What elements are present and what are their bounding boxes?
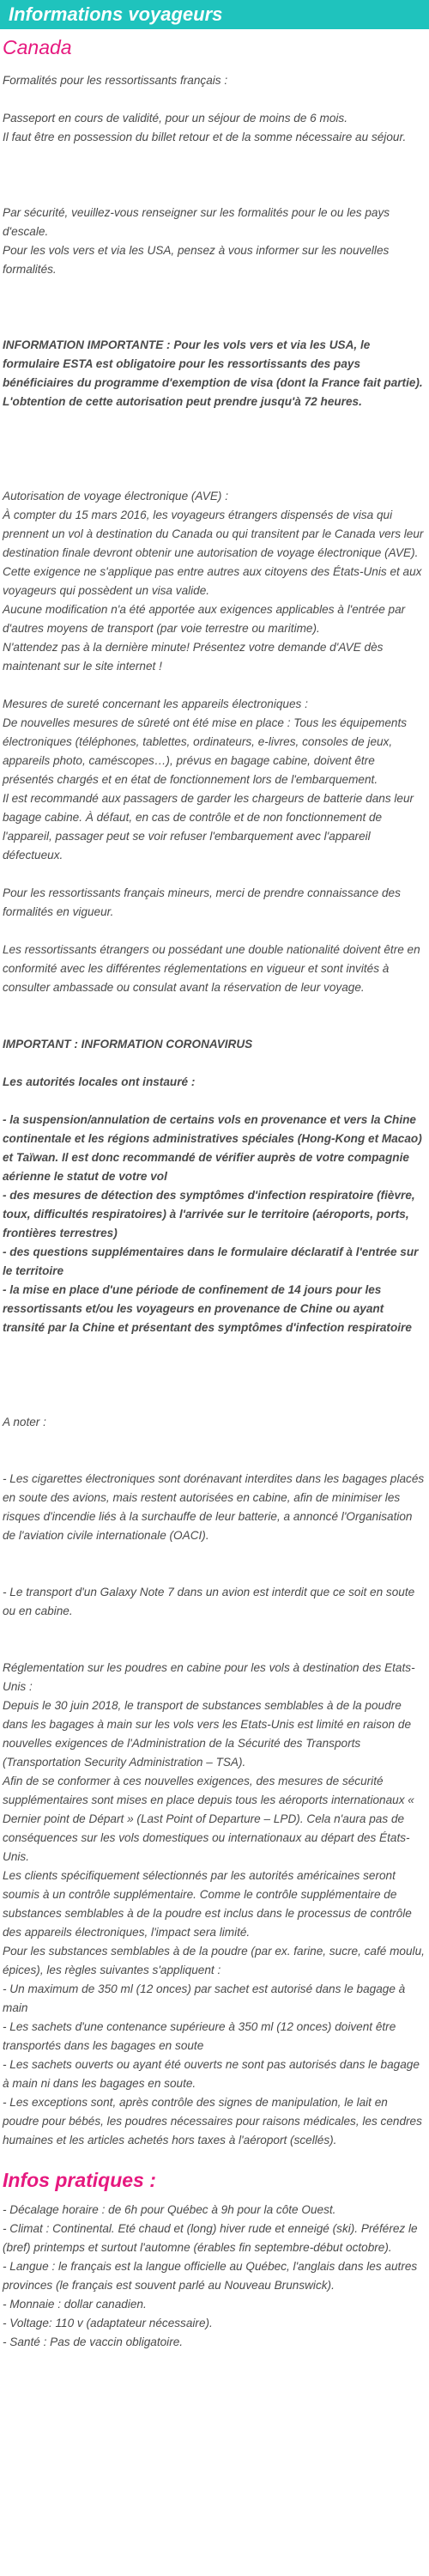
formalites-line: Il faut être en possession du billet retour et de la somme nécessaire au séjour. (3, 131, 407, 143)
poudres-paragraph: Depuis le 30 juin 2018, le transport de substances semblables à de la poudre dans les bagages à main sur les vols vers les Etats-Unis est limité en raison de nouvelles exigences de l'Administration de la Sécurité des Transports (Transportation Security Administration – TSA). (3, 1699, 412, 1769)
infos-item: - Monnaie : dollar canadien. (3, 2298, 147, 2311)
ave-paragraph: Cette exigence ne s'applique pas entre autres aux citoyens des États-Unis et aux voyageurs qui possèdent un visa valide. (3, 565, 422, 597)
infos-item: - Climat : Continental. Eté chaud et (long) hiver rude et enneigé (ski). Préférez le (bref) printemps et surtout l'automne (érables fin septembre-début octobre). (3, 2222, 418, 2254)
formalites-line: Passeport en cours de validité, pour un séjour de moins de 6 mois. (3, 112, 347, 125)
infos-item: - Langue : le français est la langue officielle au Québec, l'anglais dans les autres provinces (le français est souvent parlé au Nouveau Brunswick). (3, 2260, 418, 2292)
esta-important-notice: INFORMATION IMPORTANTE : Pour les vols vers et via les USA, le formulaire ESTA est obligatoire pour les ressortissants des pays bénéficiaires du programme d'exemption de visa (dont la France fait partie). L'obtention de cette autorisation peut prendre jusqu'à 72 heures. (3, 338, 423, 408)
ave-paragraph: N'attendez pas à la dernière minute! Présentez votre demande d'AVE dès maintenant sur le site internet ! (3, 641, 384, 673)
coronavirus-item: - la mise en place d'une période de confinement de 14 jours pour les ressortissants et/ou les voyageurs en provenance de Chine ou ayant transité par la Chine et présentant des symptômes d'infection respiratoire (3, 1283, 412, 1334)
securite-paragraph: Par sécurité, veuillez-vous renseigner sur les formalités pour le ou les pays d'escale. (3, 206, 390, 238)
poudres-rule: - Les exceptions sont, après contrôle des signes de manipulation, le lait en poudre pour bébés, les poudres nécessaires pour raisons médicales, les cendres humaines et les articles achetés hors taxes à l'aéroport (scellés). (3, 2096, 422, 2147)
coronavirus-title: IMPORTANT : INFORMATION CORONAVIRUS (3, 1038, 253, 1050)
poudres-rule: - Les sachets d'une contenance supérieure à 350 ml (12 onces) doivent être transportés dans les bagages en soute (3, 2020, 396, 2052)
ave-paragraph: Aucune modification n'a été apportée aux exigences applicables à l'entrée par d'autres moyens de transport (par voie terrestre ou maritime). (3, 603, 406, 635)
surete-paragraph: De nouvelles mesures de sûreté ont été mise en place : Tous les équipements électroniques (téléphones, tablettes, ordinateurs, e-livres, consoles de jeux, appareils photo, caméscopes…), prévus en bagage cabine, doivent être présentés chargés et en état de fonctionnement lors de l'embarquement. (3, 716, 408, 786)
infos-item: - Voltage: 110 v (adaptateur nécessaire). (3, 2317, 213, 2329)
formalites-title: Formalités pour les ressortissants français : (3, 74, 228, 87)
infos-item: - Décalage horaire : de 6h pour Québec à 9h pour la côte Ouest. (3, 2203, 336, 2216)
mineurs-paragraph: Pour les ressortissants français mineurs, merci de prendre connaissance des formalités en vigueur. (3, 886, 401, 918)
ave-title: Autorisation de voyage électronique (AVE) : (3, 490, 228, 502)
surete-title: Mesures de sureté concernant les appareils électroniques : (3, 697, 308, 710)
poudres-rule: - Les sachets ouverts ou ayant été ouverts ne sont pas autorisés dans le bagage à main ni dans les bagages en soute. (3, 2058, 420, 2090)
infos-item: - Santé : Pas de vaccin obligatoire. (3, 2335, 184, 2348)
poudres-title: Réglementation sur les poudres en cabine pour les vols à destination des Etats-Unis : (3, 1661, 415, 1693)
surete-paragraph: Il est recommandé aux passagers de garder les chargeurs de batterie dans leur bagage cabine. À défaut, en cas de contrôle et de non fonctionnement de l'appareil, passager peut se voir refuser l'embarquement avec l'appareil défectueux. (3, 792, 414, 862)
infos-pratiques-heading: Infos pratiques : (3, 2169, 156, 2191)
a-noter-label: A noter : (3, 1416, 46, 1428)
poudres-paragraph: Les clients spécifiquement sélectionnés par les autorités américaines seront soumis à un contrôle supplémentaire. Comme le contrôle supplémentaire de substances semblables à de la poudre est inclus dans le processus de contrôle des appareils électroniques, l'impact sera limité. (3, 1869, 412, 1939)
cigarettes-notice: - Les cigarettes électroniques sont dorénavant interdites dans les bagages placés en soute des avions, mais restent autorisées en cabine, afin de minimiser les risques d'incendie liés à la surchauffe de leur batterie, a annoncé l'Organisation de l'aviation civile internationale (OACI). (3, 1472, 425, 1542)
header-bar (0, 0, 429, 29)
galaxy-notice: - Le transport d'un Galaxy Note 7 dans un avion est interdit que ce soit en soute ou en cabine. (3, 1586, 415, 1617)
coronavirus-item: - des mesures de détection des symptômes d'infection respiratoire (fièvre, toux, difficultés respiratoires) à l'arrivée sur le territoire (aéroports, ports, frontières terrestres) (3, 1189, 415, 1239)
etrangers-paragraph: Les ressortissants étrangers ou possédant une double nationalité doivent être en conformité avec les différentes réglementations en vigueur et sont invités à consulter ambassade ou consulat avant la réservation de leur voyage. (3, 943, 420, 994)
main-content (0, 36, 429, 2352)
coronavirus-item: - des questions supplémentaires dans le formulaire déclaratif à l'entrée sur le territoire (3, 1245, 419, 1277)
country-heading: Canada (3, 36, 72, 58)
ave-paragraph: À compter du 15 mars 2016, les voyageurs étrangers dispensés de visa qui prennent un vol à destination du Canada ou qui transitent par le Canada vers leur destination finale devront obtenir une autorisation de voyage électronique (AVE). (3, 509, 424, 559)
page-title: Informations voyageurs (9, 3, 223, 25)
poudres-paragraph: Afin de se conformer à ces nouvelles exigences, des mesures de sécurité supplémentaires sont mises en place depuis tous les aéroports internationaux « Dernier point de Départ » (Last Point of Departure – LPD). Cela n'aura pas de conséquences sur les vols domestiques ou internationaux au départ des États-Unis. (3, 1775, 414, 1863)
securite-paragraph: Pour les vols vers et via les USA, pensez à vous informer sur les nouvelles formalités. (3, 244, 390, 276)
poudres-rule: - Un maximum de 350 ml (12 onces) par sachet est autorisé dans le bagage à main (3, 1982, 406, 2014)
coronavirus-item: - la suspension/annulation de certains vols en provenance et vers la Chine continentale et les régions administratives spéciales (Hong-Kong et Macao) et Taïwan. Il est donc recommandé de vérifier auprès de votre compagnie aérienne le statut de votre vol (3, 1113, 422, 1183)
poudres-paragraph: Pour les substances semblables à de la poudre (par ex. farine, sucre, café moulu, épices), les règles suivantes s'appliquent : (3, 1945, 425, 1976)
coronavirus-subtitle: Les autorités locales ont instauré : (3, 1075, 196, 1088)
